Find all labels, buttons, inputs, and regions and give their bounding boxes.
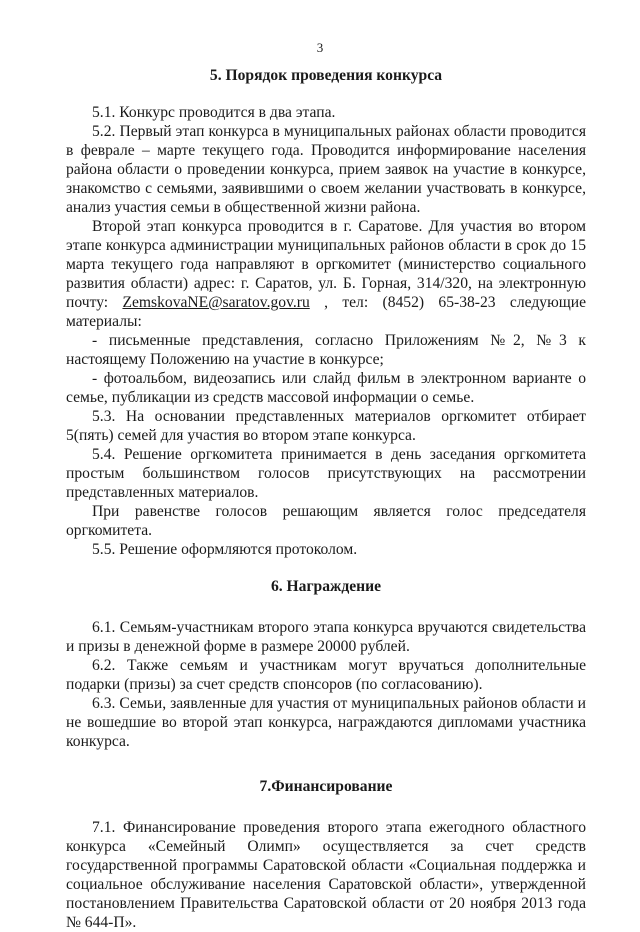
paragraph: 5.4. Решение оргкомитета принимается в день заседания оргкомитета простым большинством голосов присутствующих на рассмотрении представленных материалов.	[66, 446, 586, 501]
paragraph: 6.3. Семьи, заявленные для участия от муниципальных районов области и не вошедшие во второй этап конкурса, награждаются дипломами участника конкурса.	[66, 695, 586, 750]
paragraph: 6.2. Также семьям и участникам могут вручаться дополнительные подарки (призы) за счет средств спонсоров (по согласованию).	[66, 657, 586, 693]
paragraph: При равенстве голосов решающим является голос председателя оргкомитета.	[66, 503, 586, 539]
paragraph: 5.5. Решение оформляются протоколом.	[92, 541, 358, 558]
document-body	[66, 66, 586, 932]
paragraph	[66, 217, 586, 331]
section-heading: 7.Финансирование	[259, 778, 393, 795]
paragraph: 5.3. На основании представленных материалов оргкомитет отбирает 5(пять) семей для участия во втором этапе конкурса.	[66, 408, 586, 444]
page-number: 3	[316, 40, 324, 55]
email-link[interactable]: ZemskovaNE@saratov.gov.ru	[122, 294, 310, 311]
paragraph: 5.1. Конкурс проводится в два этапа.	[92, 104, 336, 121]
paragraph: - письменные представления, согласно Приложениям №2, №3 к настоящему Положению на участие в конкурсе;	[66, 332, 586, 368]
paragraph: 5.2. Первый этап конкурса в муниципальных районах области проводится в феврале – марте текущего года. Проводится информирование населения района области о проведении конкурса, прием заявок на участие в конкурсе, знакомство с семьями, заявившими о своем желании участвовать в конкурсе, анализ участия семьи в общественной жизни района.	[66, 123, 586, 216]
section-financing	[66, 777, 586, 932]
section-awards	[66, 577, 586, 751]
paragraph-text: , тел: (8452) 65-38-23 следующие материалы:	[66, 294, 586, 330]
section-heading: 5. Порядок проведения конкурса	[209, 67, 443, 84]
paragraph-text: Второй этап конкурса проводится в г. Саратове. Для участия во втором этапе конкурса администрации муниципальных районов области в срок до 15 марта текущего года направляют в оргкомитет (министерство социального развития области) адрес: г. Саратов, ул. Б. Горная, 314/320, на электронную почту:	[66, 218, 586, 311]
paragraph: - фотоальбом, видеозапись или слайд фильм в электронном варианте о семье, публикации из средств массовой информации о семье.	[66, 370, 586, 406]
section-heading: 6. Награждение	[270, 578, 382, 595]
paragraph: 7.1. Финансирование проведения второго этапа ежегодного областного конкурса «Семейный Олимп» осуществляется за счет средств государственной программы Саратовской области «Социальная поддержка и социальное обслуживание населения Саратовской области», утвержденной постановлением Правительства Саратовской области от 20 ноября 2013 года № 644-П».	[66, 819, 586, 931]
section-procedure	[66, 66, 586, 559]
paragraph: 6.1. Семьям-участникам второго этапа конкурса вручаются свидетельства и призы в денежной форме в размере 20000 рублей.	[66, 619, 586, 655]
